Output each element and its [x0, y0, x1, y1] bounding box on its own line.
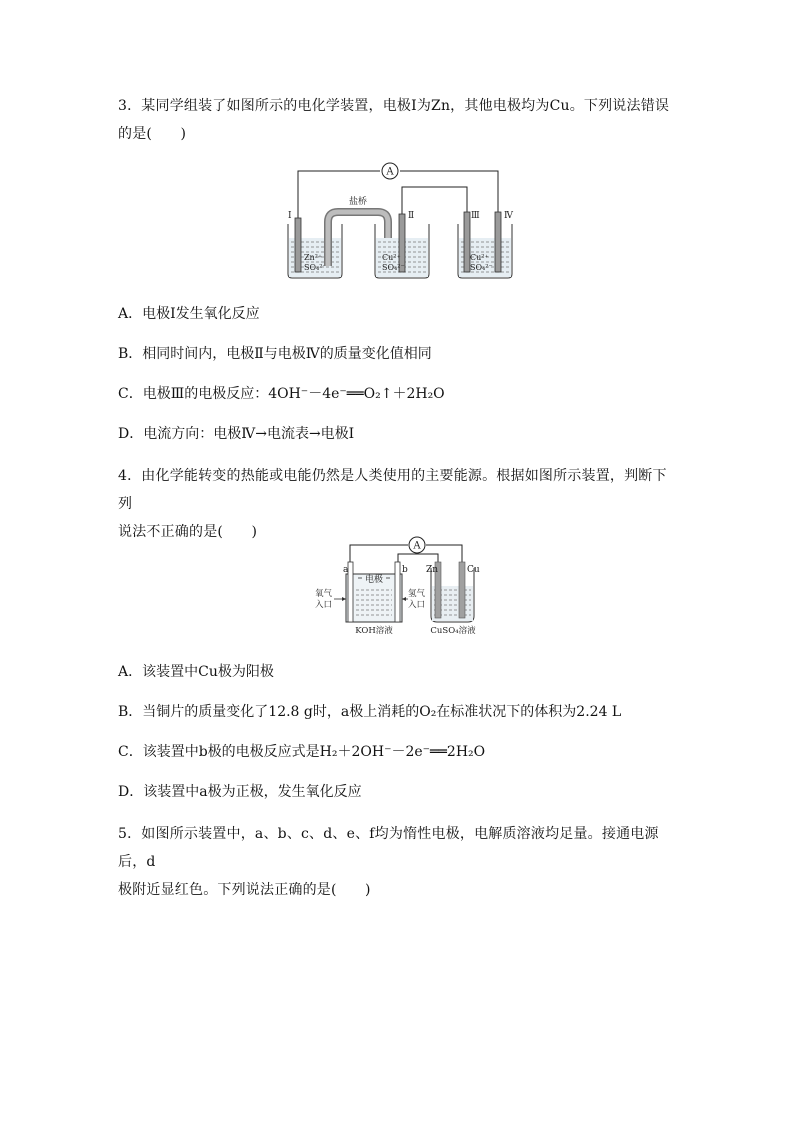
q4-option-c: C．该装置中b极的电极反应式是H₂＋2OH⁻－2e⁻══2H₂O: [118, 744, 486, 760]
q3-electrode-4: [495, 212, 501, 272]
q4-electrode-b-label: b: [402, 565, 408, 575]
q5-stem: [118, 820, 678, 904]
q3-beaker1-ion1: Zn²⁺: [304, 253, 323, 262]
q4-option-a: A．该装置中Cu极为阳极: [118, 664, 274, 680]
q4-electrode-a-label: a: [343, 565, 349, 575]
q4-ammeter-label: A: [413, 540, 421, 552]
q4-figure: [310, 532, 490, 640]
q3-stem: [118, 92, 678, 148]
q3-option-a: A．电极Ⅰ发生氧化反应: [118, 306, 260, 322]
q3-electrode-1-label: Ⅰ: [288, 211, 292, 221]
q3-beaker2-ion1: Cu²⁺: [382, 253, 401, 262]
q3-electrode-1: [295, 218, 301, 272]
q3-circuit-diagram: [280, 160, 520, 282]
q4-oxygen-inlet-line2: 入口: [315, 600, 333, 610]
q3-figure: [280, 160, 520, 282]
q4-cuso4-label: CuSO₄溶液: [430, 626, 476, 636]
q3-option-b: B．相同时间内，电极Ⅱ与电极Ⅳ的质量变化值相同: [118, 346, 432, 362]
q5-stem-line1: 5．如图所示装置中，a、b、c、d、e、f均为惰性电极，电解质溶液均足量。接通电源后，d: [118, 826, 659, 870]
q3-beaker1-ion2: SO₄²⁻: [304, 263, 327, 272]
q4-cell-diagram: [310, 532, 490, 640]
q4-koh-label: KOH溶液: [355, 626, 393, 636]
q4-option-b: B．当铜片的质量变化了12.8 g时，a极上消耗的O₂在标准状况下的体积为2.24 L: [118, 704, 622, 720]
q5-stem-line2: 极附近显红色。下列说法正确的是( ): [118, 882, 371, 898]
q4-electrode-cu-label: Cu: [467, 565, 480, 575]
q3-stem-line2: 的是( ): [118, 126, 187, 142]
q3-electrode-4-label: Ⅳ: [504, 211, 513, 221]
q4-stem-line2: 说法不正确的是( ): [118, 524, 258, 540]
q4-stem-line1: 4．由化学能转变的热能或电能仍然是人类使用的主要能源。根据如图所示装置，判断下列: [118, 468, 667, 512]
q4-oxygen-inlet-line1: 氧气: [315, 589, 333, 599]
q3-electrode-2-label: Ⅱ: [408, 211, 415, 221]
q3-salt-bridge-label: 盐桥: [348, 197, 368, 207]
q4-option-d: D．该装置中a极为正极，发生氧化反应: [118, 784, 362, 800]
q3-option-c: C．电极Ⅲ的电极反应：4OH⁻－4e⁻══O₂↑＋2H₂O: [118, 386, 445, 402]
q4-electrode-a: [348, 562, 353, 622]
q3-beaker2-ion2: SO₄²⁻: [382, 263, 405, 272]
q3-stem-line1: 3．某同学组装了如图所示的电化学装置，电极Ⅰ为Zn，其他电极均为Cu。下列说法错误: [118, 98, 670, 114]
q4-electrode-label: 电极: [364, 575, 384, 585]
q3-beaker3-ion1: Cu²⁺: [470, 253, 489, 262]
q3-electrode-3-label: Ⅲ: [471, 211, 480, 221]
q4-hydrogen-inlet-line2: 入口: [408, 600, 426, 610]
q3-beaker3-ion2: SO₄²⁻: [470, 263, 493, 272]
q4-electrode-b: [395, 562, 400, 622]
q3-ammeter-label: A: [386, 166, 394, 178]
q4-electrode-zn-label: Zn: [426, 565, 439, 575]
q4-electrode-cu: [459, 562, 465, 618]
q3-option-d: D．电流方向：电极Ⅳ→电流表→电极Ⅰ: [118, 426, 355, 442]
q4-hydrogen-inlet-line1: 氢气: [408, 589, 426, 599]
